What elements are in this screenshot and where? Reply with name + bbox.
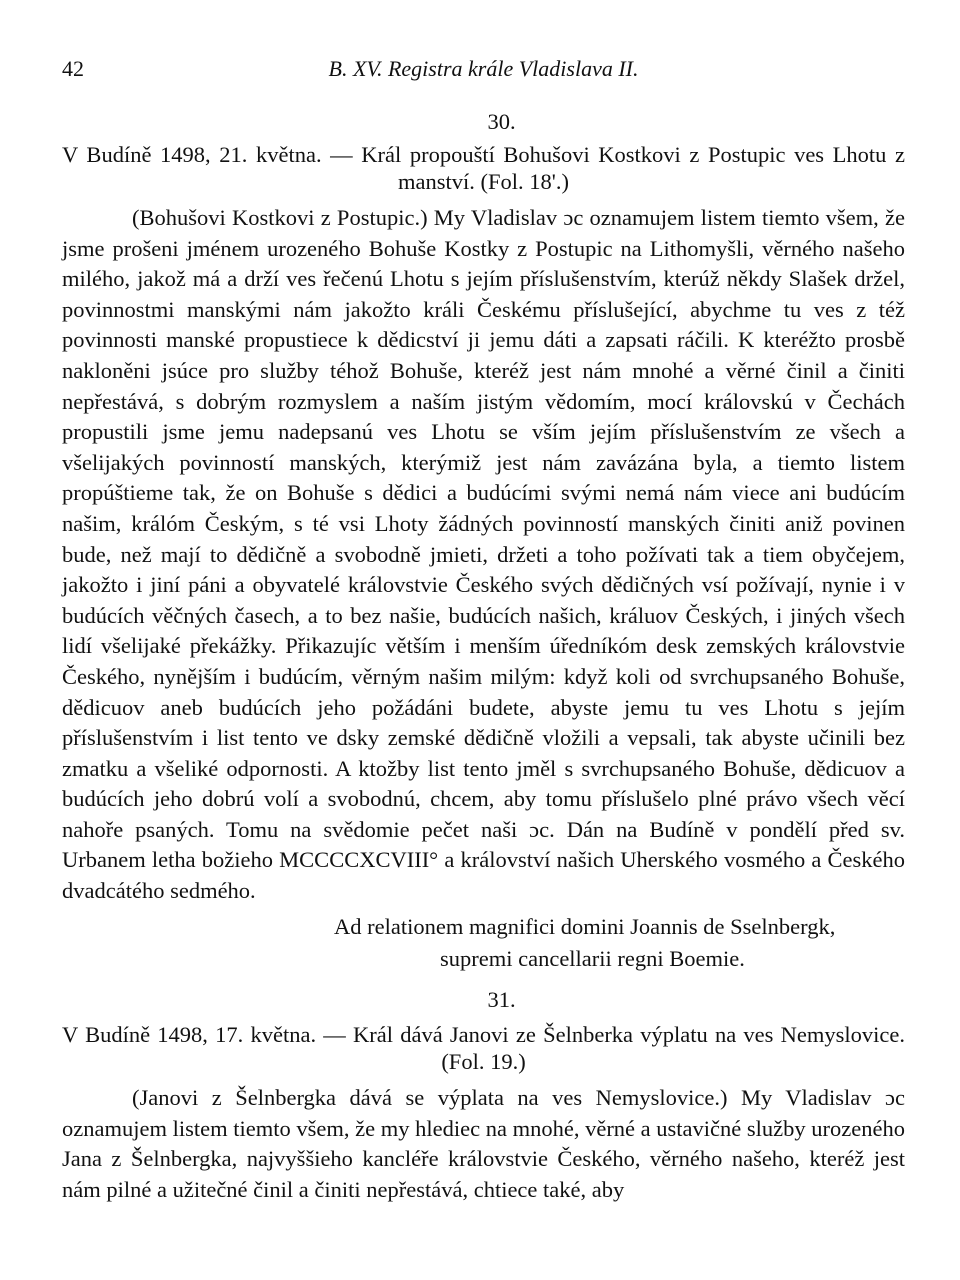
document-number: 30.	[487, 109, 516, 134]
document-text: (Bohušovi Kostkovi z Postupic.) My Vladislav ɔc oznamujem listem tiemto všem, že jsme prošeni jménem urozeného Bohuše Kostky z Postupic na Lithomyšli, věrného našeho milého, jakož má a drží ves řečenú Lhotu s jejím příslušenstvím, kterúž někdy Slašek držel, povinnostmi manskými nám jakožto králi Českému příslušející, abychme tu ves z též povinnosti manské propustiece k dědicství ji jemu dáti a zapsati ráčili. K kteréžto prosbě nakloněni jsúce pro služby téhož Bohuše, kteréž jest nám mnohé a věrné činil a činiti nepřestává, s dobrým rozmyslem a naším jistým vědomím, mocí královskú v Čechách propustili jsme jemu nadepsanú ves Lhotu se vším jejím příslušenstvím ze všech a všelijakých povinností manských, kterýmiž jest nám zavázána byla, a tiemto listem propúštieme tak, že on Bohuše s dědici a budúcími svými nemá nám viece ani budúcím našim, králóm Českým, s té vsi Lhoty žádných povinností manských činiti aniž povinen bude, než mají to dědičně a svobodně jmieti, držeti a toho požívati tak a tiem obyčejem, jakožto i jiní páni a obyvatelé královstvie Českého svých dědičných vsí požívají, nynie i v budúcích věčných časech, a to bez našie, budúcích našich, králuov Českých, i jiných všech lidí všelijaké překážky. Přikazujíc větším i menším úředníkóm desk zemských královstvie Českého, nynějším i budúcím, věrným našim milým: když koli od svrchupsaného Bohuše, dědicuov aneb budúcích jeho požádáni budete, abyste jemu tu ves Lhotu s jejím příslušenstvím i list tento ve dsky zemské dědičně vložili a vepsali, tak abyste učinili bez zmatku a všeliké odpornosti. A ktožby list tento jměl s svrchupsaného Bohuše, dědicuov a budúcích jeho dobrú volí a svobodnú, chcem, aby tomu příslušelo plné právo všech věcí nahoře psaných. Tomu na svědomie pečet naši ɔc. Dán na Budíně v pondělí před sv. Urbanem letha božieho MCCCCXCVIII° a království našich Uherského vosmého a Českého dvadcátého sedmého.	[62, 205, 905, 904]
running-head: B. XV. Registra krále Vladislava II.	[328, 56, 639, 81]
document-text: (Janovi z Šelnbergka dává se výplata na ves Nemyslovice.) My Vladislav ɔc oznamujem listem tiemto všem, že my hlediec na mnohé, věrné a ustavičné služby urozeného Jana z Šelnbergka, najvyššieho kancléře královstvie Českého, věrného našeho, kteréž jest nám pilné a užitečné činil a činiti nepřestává, chtiece také, aby	[62, 1085, 905, 1202]
relation-note	[62, 911, 905, 975]
document-number: 31.	[487, 987, 516, 1012]
document-31	[62, 983, 905, 1205]
document-30	[62, 105, 905, 975]
document-regest: V Budíně 1498, 21. května. — Král propouští Bohušovi Kostkovi z Postupic ves Lhotu z manství. (Fol. 18'.)	[62, 142, 905, 194]
page-header	[62, 56, 905, 90]
relation-line-1: Ad relationem magnifici domini Joannis de Sselnbergk,	[334, 913, 836, 939]
document-regest: V Budíně 1498, 17. května. — Král dává Janovi ze Šelnberka výplatu na ves Nemyslovice. (Fol. 19.)	[62, 1022, 905, 1074]
relation-line-2: supremi cancellarii regni Boemie.	[440, 945, 745, 971]
page-number: 42	[62, 56, 84, 81]
